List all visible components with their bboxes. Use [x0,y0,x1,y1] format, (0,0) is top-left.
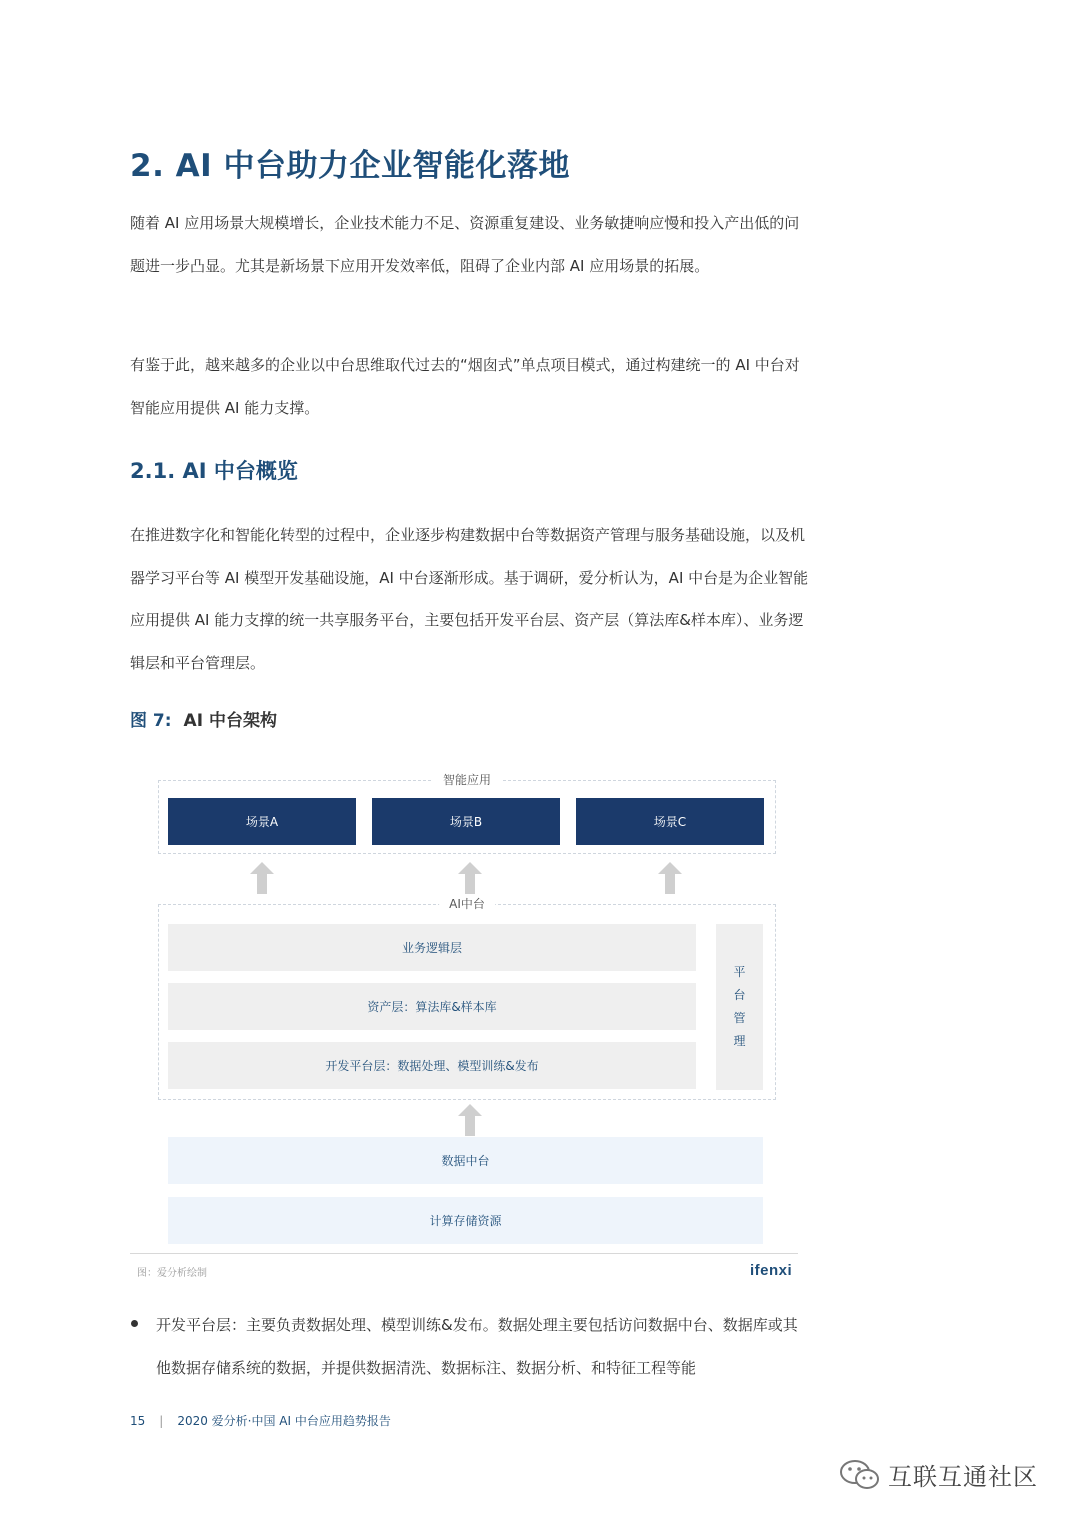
business-logic-layer: 业务逻辑层 [168,924,696,971]
report-title: 2020 爱分析·中国 AI 中台应用趋势报告 [177,1414,391,1428]
page-number: 15 [130,1414,146,1428]
watermark-text: 互联互通社区 [888,1463,1038,1491]
paragraph-motivation: 有鉴于此，越来越多的企业以中台思维取代过去的“烟囱式”单点项目模式，通过构建统一的 AI 中台对智能应用提供 AI 能力支撑。 [130,356,800,417]
section-heading: 2. AI 中台助力企业智能化落地 [130,148,570,184]
watermark [838,1457,1038,1492]
platform-char: 平 [733,965,746,979]
dev-platform-layer: 开发平台层：数据处理、模型训练&发布 [168,1042,696,1089]
data-platform-box: 数据中台 [168,1137,763,1184]
paragraph-intro: 随着 AI 应用场景大规模增长，企业技术能力不足、资源重复建设、业务敏捷响应慢和投入产出低的问题进一步凸显。尤其是新场景下应用开发效率低，阻碍了企业内部 AI 应用场景的拓展。 [130,214,800,275]
page-footer [130,1412,391,1429]
platform-char: 管 [733,1011,746,1025]
paragraph-overview: 在推进数字化和智能化转型的过程中，企业逐步构建数据中台等数据资产管理与服务基础设施，以及机器学习平台等 AI 模型开发基础设施，AI 中台逐渐形成。基于调研，爱分析认为，AI 中台是为企业智能应用提供 AI 能力支撑的统一共享服务平台，主要包括开发平台层、资产层（算法库&样本库）、业务逻辑层和平台管理层。 [130,526,809,672]
figure-name: AI 中台架构 [183,711,277,731]
asset-layer: 资产层：算法库&样本库 [168,983,696,1030]
compute-storage-box: 计算存储资源 [168,1197,763,1244]
smart-apps-label: 智能应用 [433,771,501,789]
platform-char: 台 [733,988,746,1002]
scene-b-box: 场景B [372,798,560,845]
ifenxi-logo: ifenxi [750,1262,793,1279]
scene-a-box: 场景A [168,798,356,845]
figure-divider [130,1253,798,1254]
up-arrow-icon [458,862,482,894]
subsection-heading: 2.1. AI 中台概览 [130,459,298,483]
figure-label: 图 7: [130,711,172,731]
ai-platform-label: AI中台 [439,895,495,913]
figure-source: 图：爱分析绘制 [137,1268,207,1279]
wechat-icon [838,1458,882,1492]
up-arrow-icon [458,1104,482,1136]
scene-c-box: 场景C [576,798,764,845]
bullet-dev-platform: 开发平台层：主要负责数据处理、模型训练&发布。数据处理主要包括访问数据中台、数据库或其他数据存储系统的数据，并提供数据清洗、数据标注、数据分析、和特征工程等能 [156,1316,798,1377]
up-arrow-icon [658,862,682,894]
up-arrow-icon [250,862,274,894]
platform-char: 理 [733,1034,746,1048]
footer-separator: | [159,1414,164,1428]
bullet-dot [131,1320,138,1327]
platform-management-layer [716,924,763,1090]
figure-title [130,706,277,731]
